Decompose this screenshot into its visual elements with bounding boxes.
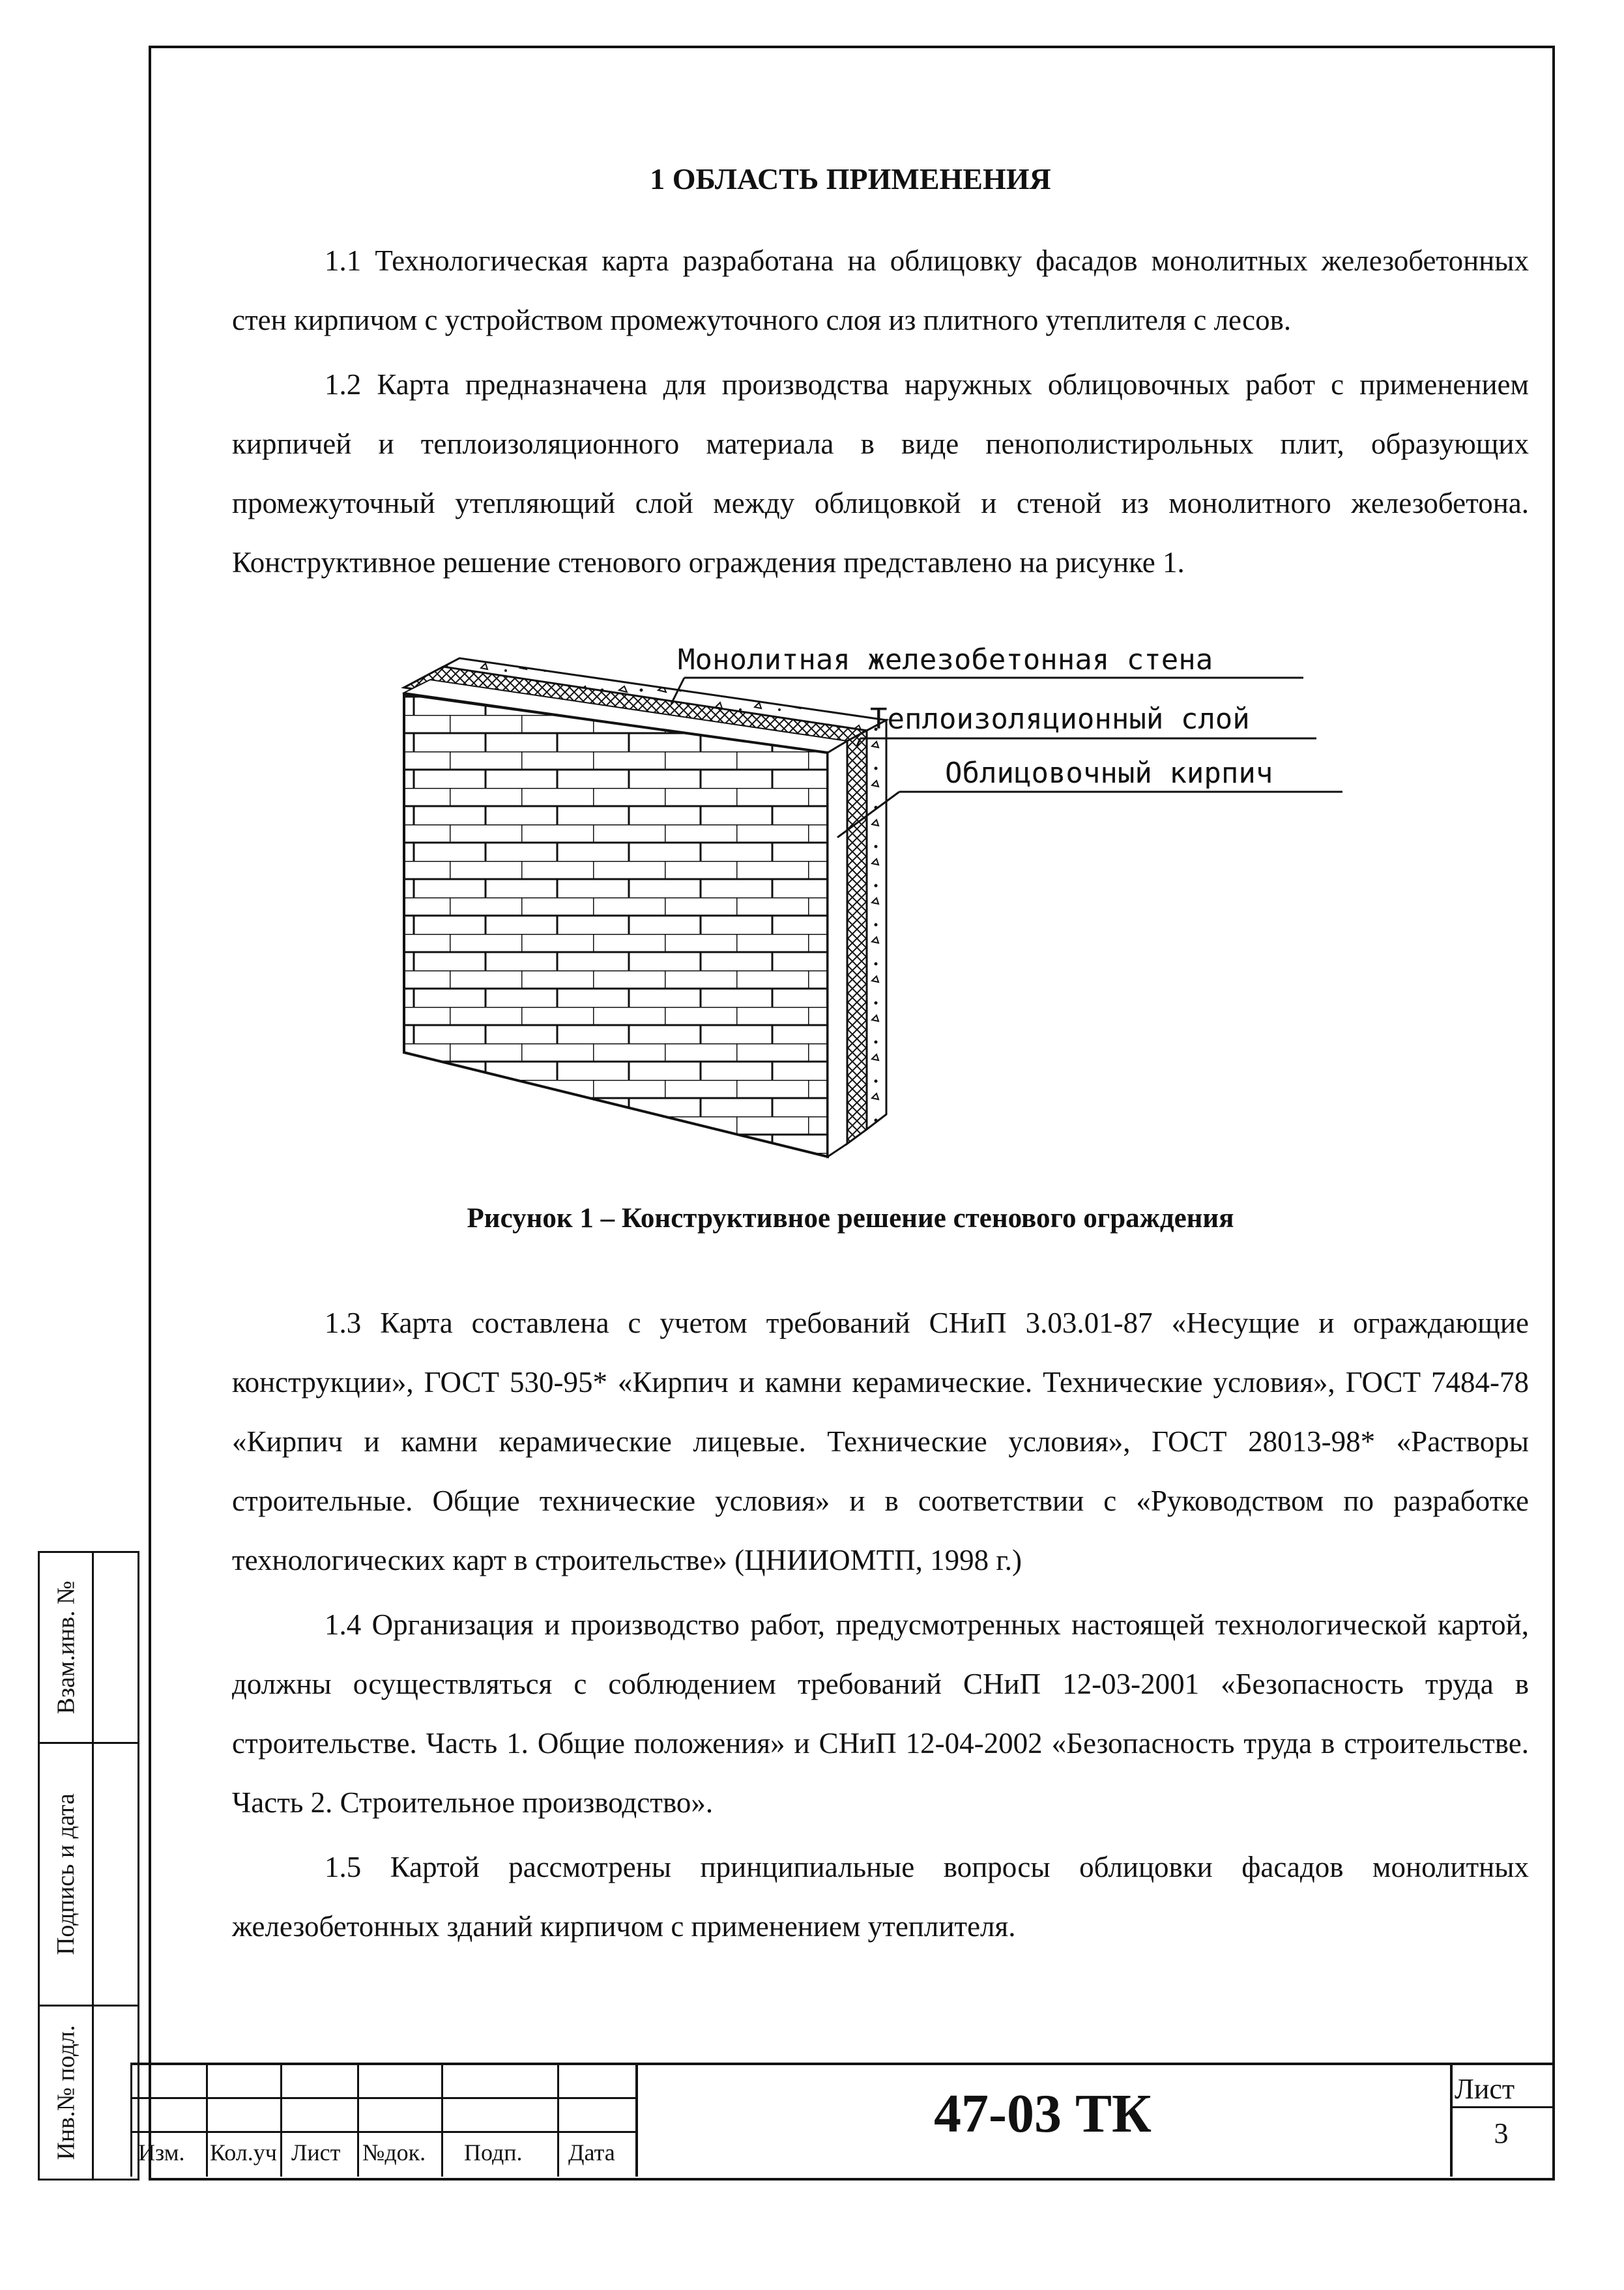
- paragraph-1-3: 1.3 Карта составлена с учетом требований СНиП 3.03.01-87 «Несущие и ограждающие конструкции», ГОСТ 530-95* «Кирпич и камни керамические. Технические условия», ГОСТ 7484-78 «Кирпич и камни керамические лицевые. Технические условия», ГОСТ 28013-98* «Растворы строительные. Общие технические условия» и в соответствии с «Руководством по разработке технологических карт в строительстве» (ЦНИИОМТП, 1998 г.): [232, 1307, 1529, 1576]
- label-brick: Облицовочный кирпич: [945, 757, 1273, 790]
- col-ndok: №док.: [362, 2139, 426, 2166]
- sheet-number: 3: [1494, 2117, 1509, 2149]
- col-podp: Подп.: [464, 2139, 523, 2166]
- paragraph-1-4: 1.4 Организация и производство работ, предусмотренных настоящей технологической картой, должны осуществляться с соблюдением требований СНиП 12-03-2001 «Безопасность труда в строительстве. Часть 1. Общие положения» и СНиП 12-04-2002 «Безопасность труда в строительстве. Часть 2. Строительное производство».: [232, 1608, 1529, 1819]
- label-wall: Монолитная железобетонная стена: [678, 643, 1213, 676]
- paragraph-1-5: 1.5 Картой рассмотрены принципиальные вопросы облицовки фасадов монолитных железобетонных зданий кирпичом с применением утеплителя.: [232, 1851, 1529, 1943]
- sheet-label: Лист: [1455, 2073, 1515, 2105]
- section-heading: 1 ОБЛАСТЬ ПРИМЕНЕНИЯ: [650, 162, 1051, 196]
- side-cell-inv: Инв.№ подл.: [40, 2007, 94, 2179]
- wall-construction-figure: [378, 642, 1369, 1196]
- col-list: Лист: [291, 2139, 341, 2166]
- side-cell-podpis: Подпись и дата: [40, 1744, 94, 2005]
- paragraph-1-2: 1.2 Карта предназначена для производства наружных облицовочных работ с применением кирпичей и теплоизоляционного материала в виде пенополистирольных плит, образующих промежуточный утепляющий слой между облицовкой и стеной из монолитного железобетона. Конструктивное решение стенового ограждения представлено на рисунке 1.: [232, 368, 1529, 579]
- col-data: Дата: [568, 2139, 615, 2166]
- text-block-top: [232, 231, 1529, 598]
- text-block-bottom: [232, 1294, 1529, 1962]
- side-cell-vzam: Взам.инв. №: [40, 1553, 94, 1742]
- col-izm: Изм.: [138, 2139, 185, 2166]
- document-number: 47-03 ТК: [934, 2083, 1152, 2144]
- figure-caption: Рисунок 1 – Конструктивное решение стенового ограждения: [467, 1203, 1234, 1234]
- paragraph-1-1: 1.1 Технологическая карта разработана на облицовку фасадов монолитных железобетонных стен кирпичом с устройством промежуточного слоя из плитного утеплителя с лесов.: [232, 244, 1529, 336]
- side-stamp: [38, 1551, 139, 2181]
- col-kol-uch: Кол.уч: [210, 2139, 277, 2166]
- label-insulation: Теплоизоляционный слой: [870, 703, 1250, 736]
